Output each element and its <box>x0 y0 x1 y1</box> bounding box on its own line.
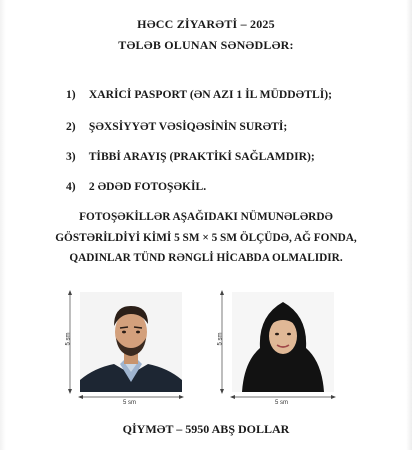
requirement-number: 2) <box>66 120 76 133</box>
female-portrait-illustration <box>232 292 334 392</box>
male-portrait <box>80 292 182 392</box>
requirement-item-passport <box>66 88 332 101</box>
requirement-item-medical <box>66 150 315 163</box>
sample-photo-female <box>210 284 345 404</box>
page-edge-left <box>0 0 6 450</box>
sample-photo-male <box>58 284 193 404</box>
page-edge-right <box>406 0 412 450</box>
requirement-number: 4) <box>66 180 76 193</box>
photo-note-line-1: FOTOŞƏKİLLƏR AŞAĞIDAKI NÜMUNƏLƏRDƏ <box>79 211 333 223</box>
photo-note-line-3: QADINLAR TÜND RƏNGLİ HİCABDA OLMALIDIR. <box>69 252 343 264</box>
requirement-number: 3) <box>66 150 76 163</box>
height-label: 5 sm <box>65 332 72 346</box>
requirement-item-id-copy <box>66 120 287 133</box>
requirement-text: TİBBİ ARAYIŞ (PRAKTİKİ SAĞLAMDIR); <box>88 150 315 163</box>
requirement-text: ŞƏXSİYYƏT VƏSİQƏSİNİN SURƏTİ; <box>88 120 288 133</box>
document-subtitle: TƏLƏB OLUNAN SƏNƏDLƏR: <box>118 38 294 52</box>
requirement-text: XARİCİ PASPORT (ƏN AZI 1 İL MÜDDƏTLİ); <box>88 88 332 101</box>
document-title: HƏCC ZİYARƏTİ – 2025 <box>137 17 275 31</box>
width-label: 5 sm <box>275 400 289 406</box>
male-portrait-illustration <box>80 292 182 392</box>
requirement-item-photos <box>66 180 206 193</box>
height-label: 5 sm <box>217 332 224 346</box>
price-text: QİYMƏT – 5950 ABŞ DOLLAR <box>122 422 290 436</box>
width-label: 5 sm <box>123 400 137 406</box>
photo-note-line-2: GÖSTƏRİLDİYİ KİMİ 5 SM × 5 SM ÖLÇÜDƏ, AĞ FONDA, <box>55 232 357 244</box>
requirement-text: 2 ƏDƏD FOTOŞƏKİL. <box>88 180 207 193</box>
requirement-number: 1) <box>66 88 76 101</box>
female-portrait <box>232 292 334 392</box>
